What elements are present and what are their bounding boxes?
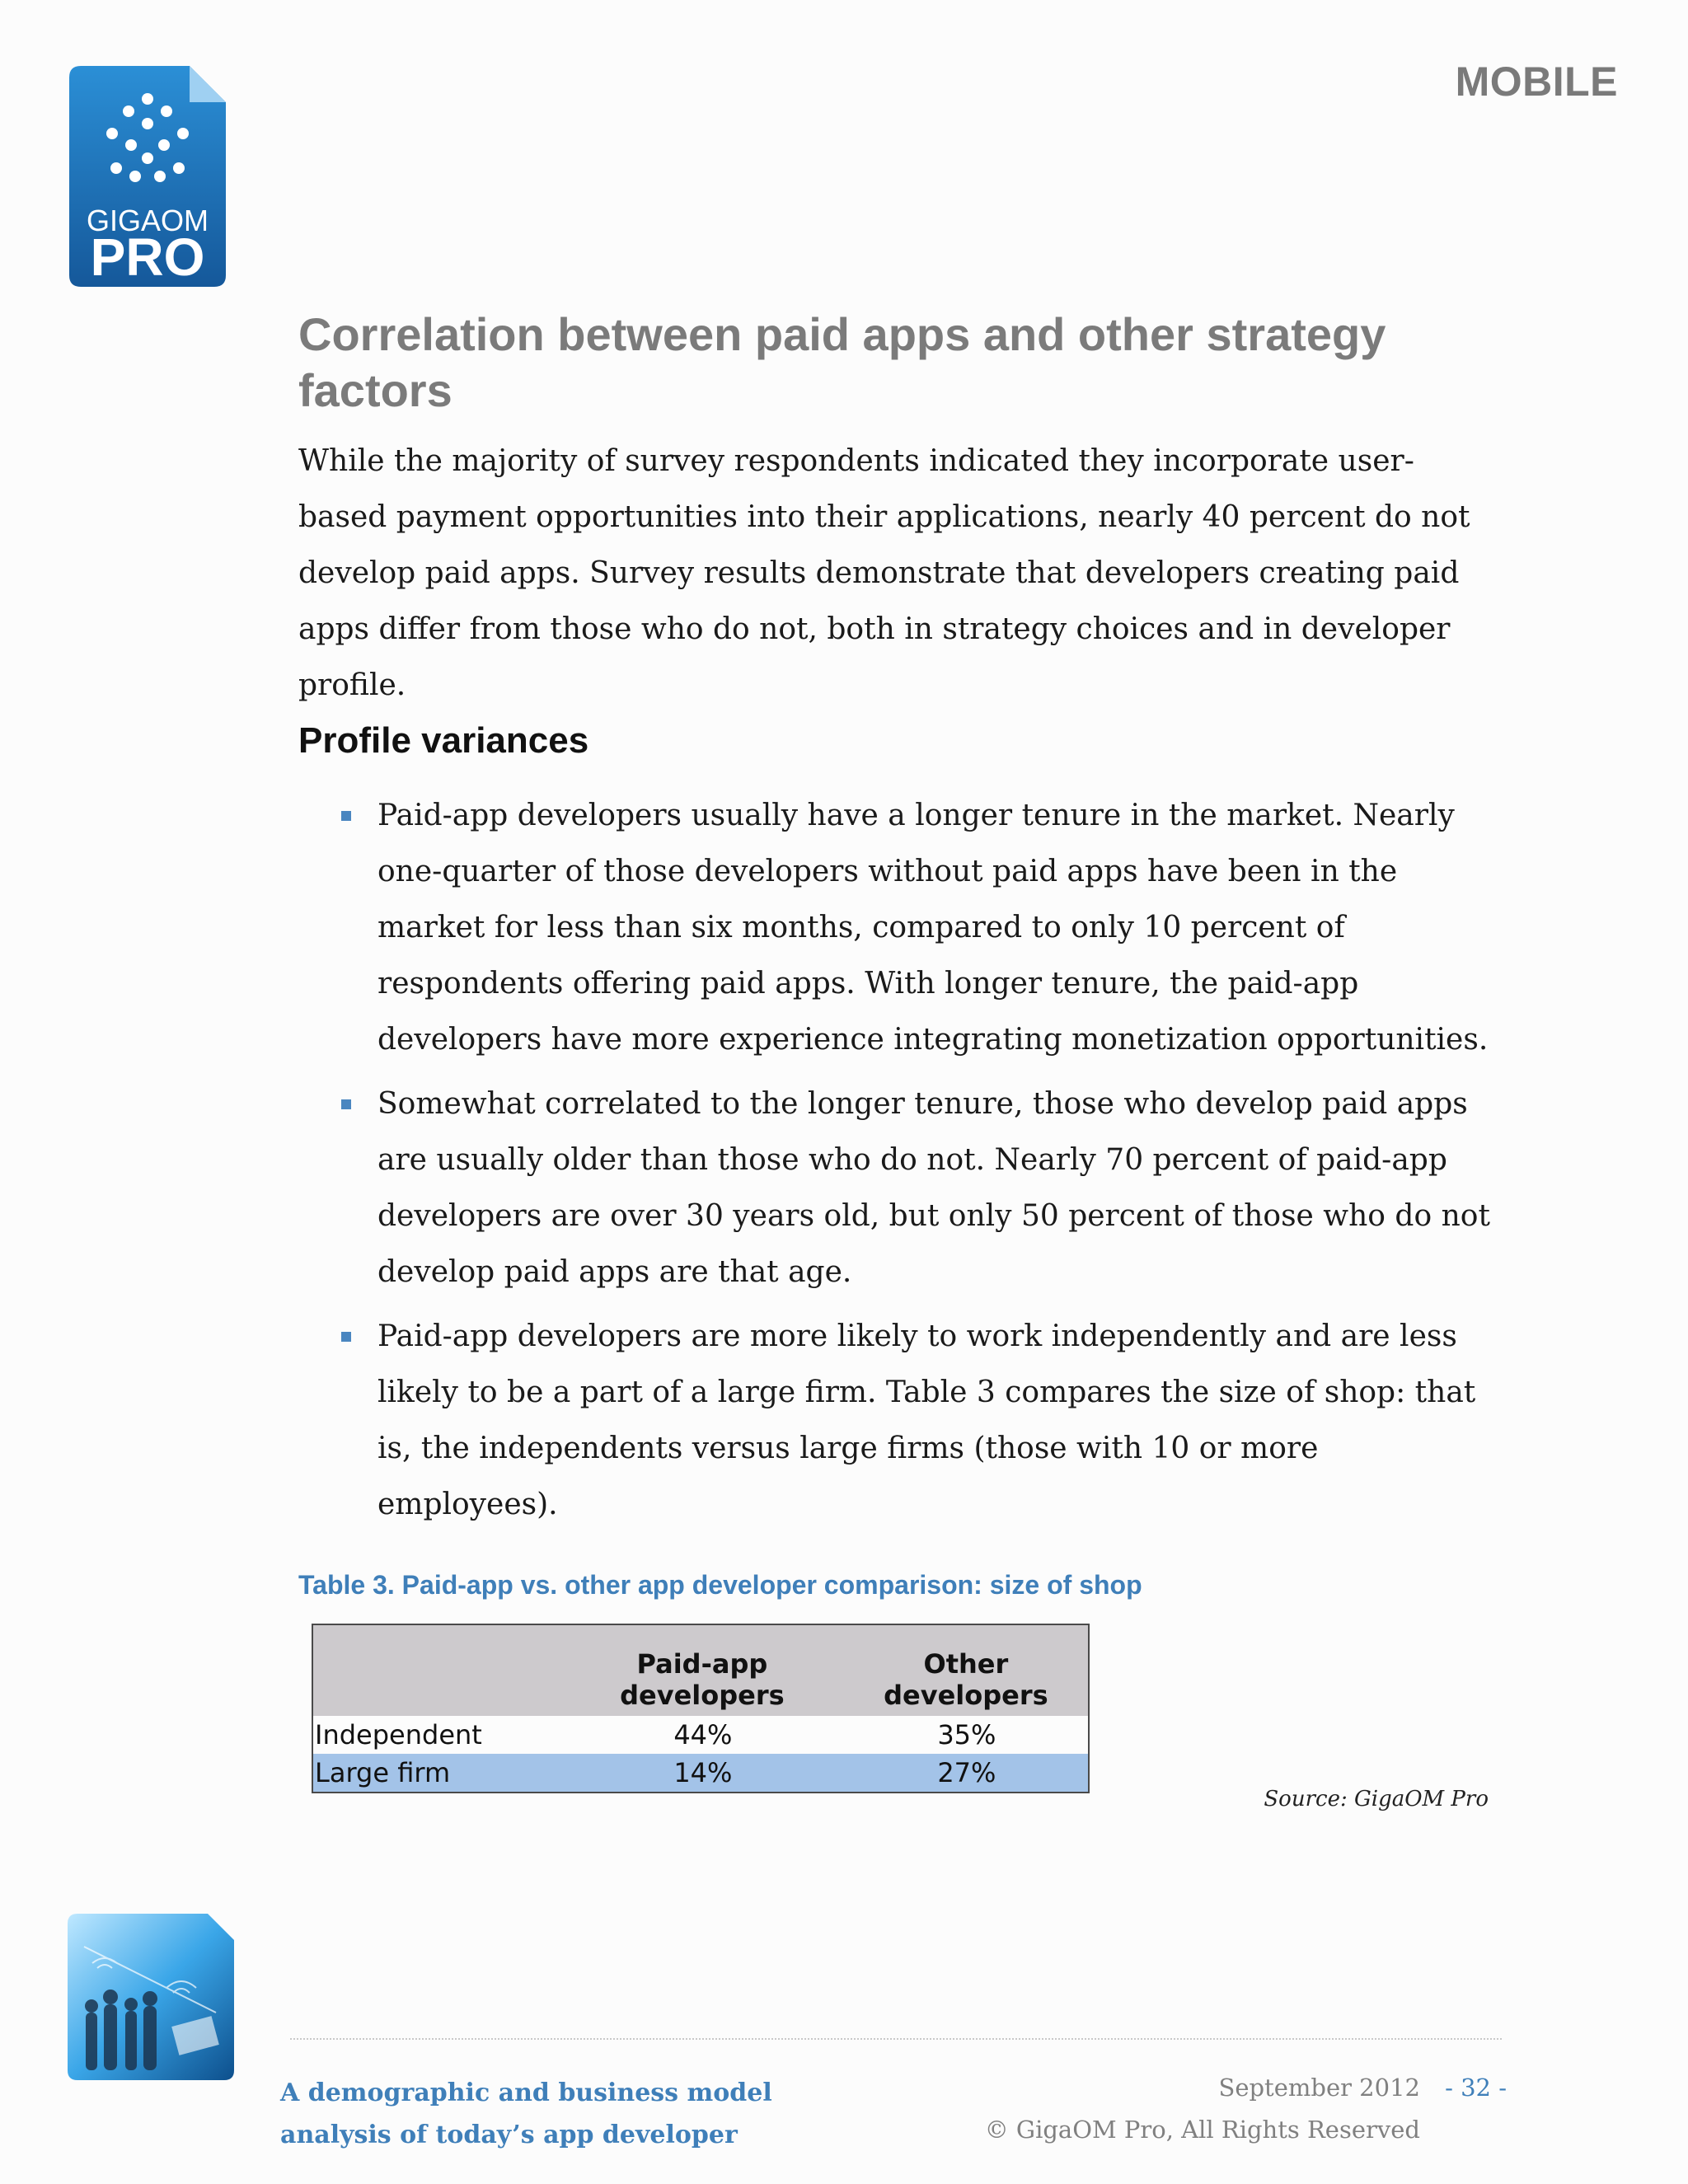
table-header-cell — [312, 1624, 560, 1716]
bullet-square-icon — [341, 1099, 351, 1109]
table-header-cell: Other developers — [844, 1624, 1089, 1716]
svg-text:PRO: PRO — [90, 227, 205, 287]
svg-text:GIGAOM: GIGAOM — [86, 204, 209, 237]
report-cover-image — [68, 1914, 234, 2080]
table-row — [312, 1754, 1089, 1793]
bullet-list — [298, 788, 1502, 1541]
footer-report-title-line: A demographic and business model — [280, 2079, 772, 2107]
table-header-cell: Paid-app developers — [560, 1624, 844, 1716]
table-cell: 27% — [844, 1754, 1089, 1793]
gigaom-pro-logo — [69, 66, 226, 287]
table-cell: 35% — [937, 1719, 996, 1750]
intro-paragraph: While the majority of survey respondents indicated they incorporate user-based payment opportunities into their applications, nearly 40 percent do not develop paid apps. Survey results demonstrate that developers creating paid apps differ from those who do not, both in strategy choices and in developer profile. — [298, 444, 1470, 702]
table-row — [312, 1716, 1089, 1754]
table-caption: Table 3. Paid-app vs. other app developer comparison: size of shop — [298, 1570, 1142, 1600]
footer-report-title-line: analysis of today’s app developer — [280, 2121, 738, 2149]
bullet-text: Somewhat correlated to the longer tenure, those who develop paid apps are usually older than those who do not. Nearly 70 percent of paid-app developers are over 30 years old, but only 50 percent of those who do not develop paid apps are that age. — [377, 1087, 1490, 1289]
footer-date: September 2012 — [1218, 2074, 1420, 2102]
bullet-item — [298, 1309, 1502, 1533]
comparison-table — [312, 1624, 1090, 1793]
bullet-text: Paid-app developers are more likely to work independently and are less likely to be a part of a large firm. Table 3 compares the size of shop: that is, the independents versus large firms (those with 10 or more employees). — [377, 1319, 1476, 1521]
table-cell-label: Large firm — [312, 1754, 560, 1793]
footer-divider — [290, 2038, 1502, 2040]
footer-copyright: © GigaOM Pro, All Rights Reserved — [984, 2116, 1420, 2144]
table-cell: 14% — [560, 1754, 844, 1793]
bullet-square-icon — [341, 811, 351, 821]
subheading: Profile variances — [298, 720, 589, 761]
table-cell-label: Independent — [315, 1719, 482, 1750]
footer-report-title — [280, 2072, 772, 2156]
bullet-square-icon — [341, 1332, 351, 1342]
bullet-item — [298, 788, 1502, 1068]
section-tag: MOBILE — [1455, 59, 1618, 105]
table-cell: 44% — [673, 1719, 733, 1750]
table-header-row — [312, 1624, 1089, 1716]
page-title: Correlation between paid apps and other strategy factors — [298, 308, 1386, 416]
bullet-item — [298, 1076, 1502, 1301]
page-number: - 32 - — [1445, 2074, 1507, 2102]
table-source: Source: GigaOM Pro — [1264, 1787, 1489, 1811]
bullet-text: Paid-app developers usually have a longer tenure in the market. Nearly one-quarter of those developers without paid apps have been in the market for less than six months, compared to only 10 percent of respondents offering paid apps. With longer tenure, the paid-app developers have more experience integrating monetization opportunities. — [377, 799, 1489, 1057]
